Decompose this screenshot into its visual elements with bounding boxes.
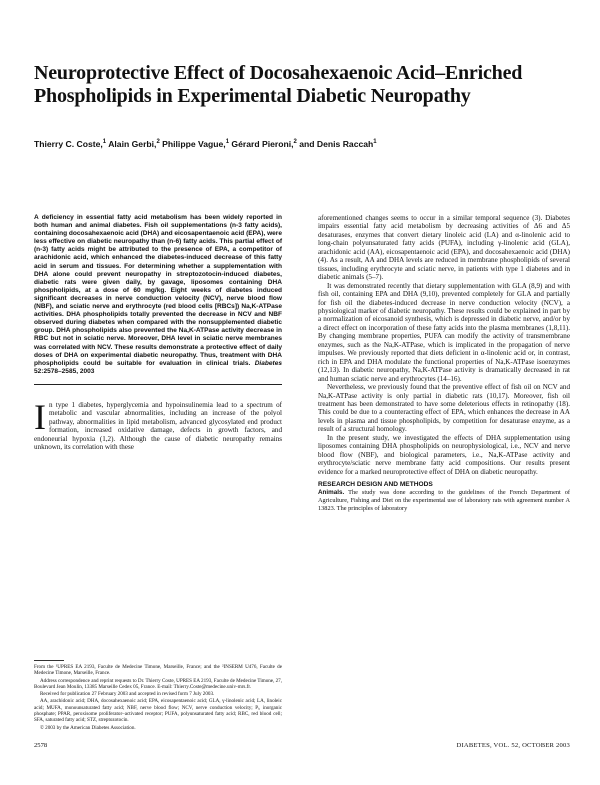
author: and Denis Raccah$^1$ [299, 138, 377, 149]
body-paragraph: It was demonstrated recently that dietary supplementation with GLA (8,9) and with fish oil, containing EPA and DHA (9,10), prevented completely for GLA and partially for fish oil the diabetes-induced decrease in nerve conduction velocity (NCV), a physiological marker of diabetic neuropathy. These results could be explained in part by a normalization of eicosanoid synthesis, which is depressed in diabetic nerve, and/or by a direct effect on incorporation of these fatty acids into the plasma membranes (1,8,11). By changing membrane properties, PUFA can modify the activity of transmembrane enzymes, such as the Na,K-ATPase, which is implicated in the propagation of nerve impulses. We previously reported that diets deficient in α-linolenic acid or, in contrast, rich in EPA and DHA modulate the functional properties of Na,K-ATPase isoenzymes (12,13). In diabetic neuropathy, Na,K-ATPase activity is dramatically decreased in rat and human sciatic nerve and erythrocytes (14–16). [318, 281, 570, 383]
journal-info: DIABETES, VOL. 52, OCTOBER 2003 [456, 742, 570, 749]
abstract-journal: Diabetes [254, 359, 282, 367]
footnote-received: Received for publication 27 February 2003 and accepted in revised form 7 July 2003. [40, 691, 215, 698]
footnote-copyright: © 2003 by the American Diabetes Association. [40, 724, 136, 731]
intro-text: n type 1 diabetes, hyperglycemia and hypoinsulinemia lead to a spectrum of metabolic and vascular abnormalities, including an increase of the polyol pathway, abnormalities in lipid metabolism, advanced glycosylated end product formation, increased oxidative damage, defects in growth factors, and endoneurial hypoxia (1,2). Although the cause of diabetic neuropathy remains unknown, its correlation with these [34, 400, 282, 452]
footnote-correspondence: Address correspondence and reprint requests to Dr. Thierry Coste, UPRES EA 2193, Faculte de Medecine Timone, 27, Boulevard Jean Moulin, 13385 Marseille Cedex 05, France. E-mail: Thierry.Coste@medecine.univ-mrs.fr. [34, 677, 282, 690]
section-heading: RESEARCH DESIGN AND METHODS [318, 481, 433, 489]
author: Thierry C. Coste,$^1$ [34, 138, 107, 149]
author: Alain Gerbi,$^2$ [108, 138, 160, 149]
abstract-text: A deficiency in essential fatty acid metabolism has been widely reported in both human and animal diabetes. Fish oil supplementations (n-3 fatty acids), containing docosahexaenoic acid (DHA) and eicosapentaenoic acid (EPA), were less effective on diabetic neuropathy than (n-6) fatty acids. This partial effect of (n-3) fatty acids might be attributed to the presence of EPA, a competitor of arachidonic acid, which enhanced the diabetes-induced decrease of this fatty acid in serum and tissues. For determining whether a supplementation with DHA alone could prevent neuropathy in streptozotocin-induced diabetes, diabetic rats were given daily, by gavage, liposomes containing DHA phospholipids, at a dose of 60 mg/kg. Eight weeks of diabetes induced significant decreases in nerve conduction velocity (NCV), nerve blood flow (NBF), and sciatic nerve and erythrocyte (red blood cells [RBCs]) Na,K-ATPase activities. DHA phospholipids totally prevented the decrease in NCV and NBF observed during diabetes when compared with the nonsupplemented diabetic group. DHA phospholipids also prevented the Na,K-ATPase activity decrease in RBC but not in sciatic nerve. Moreover, DHA level in sciatic nerve membranes was correlated with NCV. These results demonstrate a protective effect of daily doses of DHA on experimental diabetic neuropathy. Thus, treatment with DHA phospholipids could be suitable for evaluation in clinical trials. [34, 214, 282, 367]
article-title: Neuroprotective Effect of Docosahexaenoic Acid–Enriched Phospholipids in Experimental Diabetic Neuropathy [34, 62, 523, 107]
right-column [318, 214, 570, 512]
footnote-divider [34, 660, 64, 661]
body-paragraph: In the present study, we investigated the effects of DHA supplementation using liposomes containing DHA phospholipids on neurophysiological, i.e., NCV and nerve blood flow (NBF), and biological parameters, i.e., Na,K-ATPase activity and erythrocyte/sciatic nerve membrane fatty acid compositions. Our results present evidence for a marked neuroprotective effect of DHA on diabetic neuropathy. [318, 433, 570, 476]
intro-paragraph [34, 396, 282, 452]
footnote-abbreviations: AA, arachidonic acid; DHA, docosahexaenoic acid; EPA, eicosapentaenoic acid; GLA, γ-linolenic acid; LA, linoleic acid; MUFA, monounsaturated fatty acid; NBF, nerve blood flow; NCV, nerve conduction velocity; Pᵢ, inorganic phosphate; PPAR, peroxisome proliferator–activated receptor; PUFA, polyunsaturated fatty acid; RBC, red blood cell; SFA, saturated fatty acid; STZ, streptozotocin. [34, 698, 282, 724]
body-paragraph: aforementioned changes seems to occur in a similar temporal sequence (3). Diabetes impairs essential fatty acid metabolism by decreasing activities of Δ6 and Δ5 desaturases, enzymes that convert dietary linoleic acid (LA) and α-linolenic acid to long-chain polyunsaturated fatty acids (PUFA), including γ-linolenic acid (GLA), arachidonic acid (AA), eicosapentaenoic acid (EPA), and docosahexaenoic acid (DHA) (4). As a result, AA and DHA levels are reduced in membrane phospholipids of several tissues, including erythrocyte and sciatic nerve, in patients with type 1 diabetes and in diabetic animals (5–7). [318, 214, 570, 282]
methods-paragraph [318, 489, 570, 512]
author: Gérard Pieroni,$^2$ [231, 138, 297, 149]
methods-label: Animals. [318, 489, 345, 497]
footnotes [34, 660, 282, 732]
body-paragraph: Nevertheless, we previously found that the preventive effect of fish oil on NCV and Na,K-ATPase activity is only partial in diabetic rats (10,17). Moreover, fish oil treatment has been demonstrated to have some deleterious effects in retinopathy (18). This could be due to a counteracting effect of EPA, which enhances the decrease in AA levels in plasma and tissue phospholipids, by competition for desaturase enzyme, as a result of a structural homology. [318, 383, 570, 434]
methods-text: The study was done according to the guidelines of the French Department of Agriculture, Fishing and Diet on the experimental use of laboratory rats with agreement number A 13823. The principles of laboratory [318, 489, 570, 512]
left-column [34, 214, 282, 452]
drop-cap: I [34, 396, 46, 437]
page-number: 2578 [34, 742, 48, 749]
abstract-citation: 52:2578–2585, 2003 [34, 367, 95, 375]
abstract [34, 214, 282, 376]
footnote-affiliation: From the ¹UPRES EA 2193, Faculte de Medecine Timone, Marseille, France; and the ²INSERM U476, Faculte de Medecine Timone, Marseille, France. [34, 664, 282, 677]
abstract-divider [34, 384, 282, 385]
author: Philippe Vague,$^1$ [162, 138, 230, 149]
author-list [34, 137, 574, 150]
